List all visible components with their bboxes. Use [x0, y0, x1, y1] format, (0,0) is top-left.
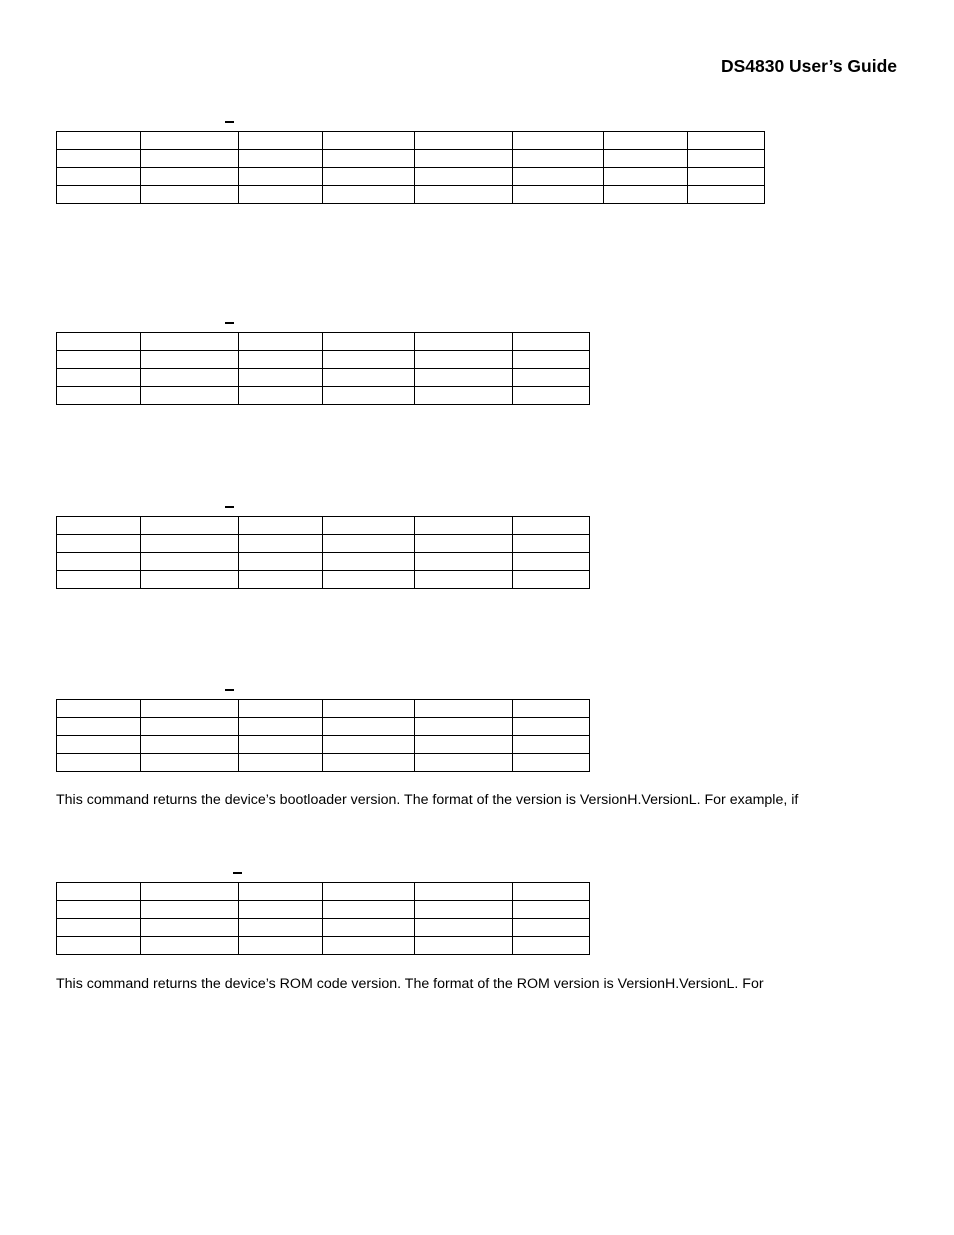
- table-row: [57, 553, 590, 571]
- table-row: [57, 754, 590, 772]
- page-header-title: DS4830 User’s Guide: [720, 56, 897, 76]
- rom-version-paragraph: This command returns the device’s ROM code version. The format of the ROM version is VersionH.VersionL. For: [56, 976, 764, 992]
- section-dash-3: [225, 506, 234, 508]
- table-row: [57, 571, 590, 589]
- bootloader-version-paragraph: This command returns the device’s bootloader version. The format of the version is VersionH.VersionL. For example, if: [56, 792, 799, 808]
- command-table-5: [56, 882, 590, 955]
- table-row: [57, 369, 590, 387]
- table-row: [57, 186, 765, 204]
- table-row: [57, 736, 590, 754]
- table-row: [57, 919, 590, 937]
- table-row: [57, 517, 590, 535]
- table-row: [57, 883, 590, 901]
- table-row: [57, 168, 765, 186]
- command-table-4: [56, 699, 590, 772]
- command-table-2: [56, 332, 590, 405]
- table-row: [57, 387, 590, 405]
- table-row: [57, 901, 590, 919]
- section-dash-2: [225, 322, 234, 324]
- section-dash-5: [233, 872, 242, 874]
- table-row: [57, 351, 590, 369]
- command-table-3: [56, 516, 590, 589]
- section-dash-4: [225, 689, 234, 691]
- table-row: [57, 700, 590, 718]
- table-row: [57, 132, 765, 150]
- table-row: [57, 150, 765, 168]
- command-table-1: [56, 131, 765, 204]
- table-row: [57, 937, 590, 955]
- table-row: [57, 535, 590, 553]
- table-row: [57, 333, 590, 351]
- table-row: [57, 718, 590, 736]
- section-dash-1: [225, 121, 234, 123]
